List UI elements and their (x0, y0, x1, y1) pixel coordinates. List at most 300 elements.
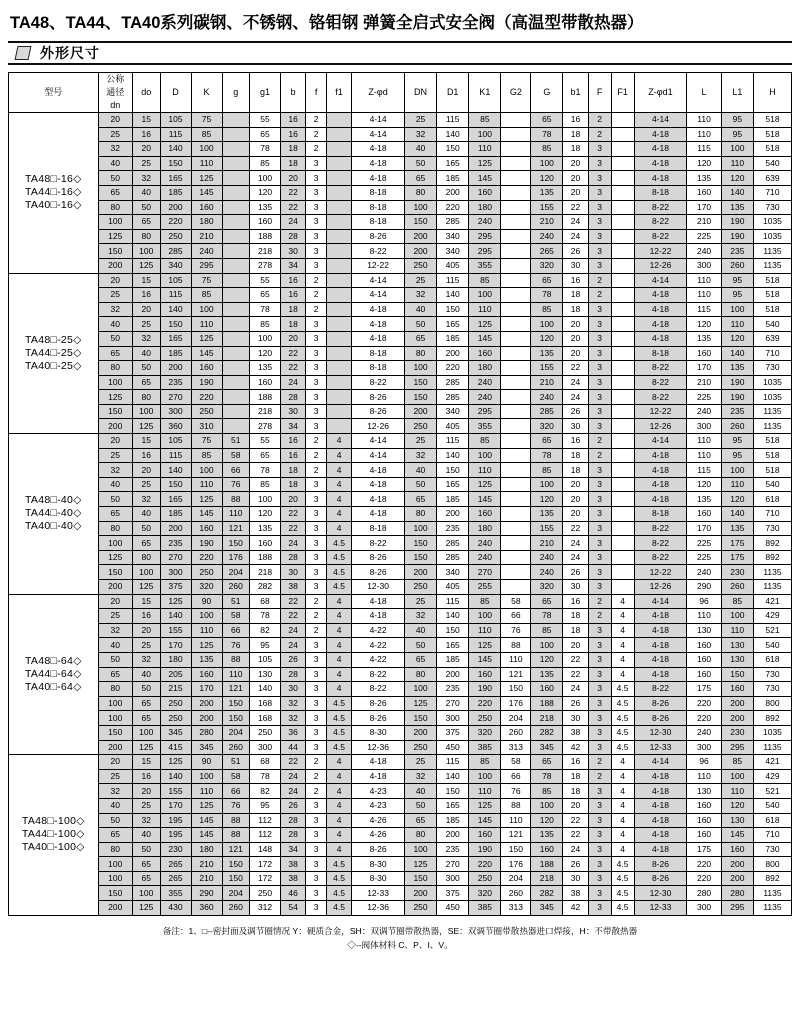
table-cell: 78 (250, 302, 281, 317)
table-cell: 24 (563, 375, 588, 390)
table-cell: 8-26 (634, 696, 687, 711)
table-cell: 3 (306, 725, 327, 740)
table-cell: 892 (753, 536, 791, 551)
table-cell: 1135 (753, 565, 791, 580)
table-cell: 185 (437, 652, 469, 667)
table-cell: 78 (531, 609, 563, 624)
table-cell: 540 (753, 477, 791, 492)
table-cell: 260 (222, 740, 250, 755)
table-cell: 3 (588, 346, 611, 361)
table-cell: 4-18 (634, 288, 687, 303)
table-cell: 78 (531, 288, 563, 303)
table-cell: 65 (404, 331, 436, 346)
table-cell: 2 (588, 273, 611, 288)
table-cell: 20 (132, 463, 160, 478)
table-cell: 42 (563, 740, 588, 755)
table-cell: 135 (250, 200, 281, 215)
table-cell: 340 (437, 244, 469, 259)
table-cell: 3 (588, 813, 611, 828)
table-cell: 58 (222, 609, 250, 624)
table-cell: 34 (281, 258, 306, 273)
table-cell (501, 375, 531, 390)
table-cell (326, 404, 351, 419)
table-cell: 25 (132, 477, 160, 492)
table-cell: 204 (501, 711, 531, 726)
table-cell: 4 (611, 667, 634, 682)
table-cell: 150 (404, 711, 436, 726)
table-cell: 40 (132, 507, 160, 522)
table-cell (326, 244, 351, 259)
table-cell: 80 (98, 200, 132, 215)
table-row (9, 828, 792, 843)
table-cell: 120 (531, 813, 563, 828)
table-cell: 55 (250, 434, 281, 449)
table-cell (611, 448, 634, 463)
table-cell: 125 (469, 317, 501, 332)
table-cell: 115 (160, 288, 191, 303)
table-cell (222, 288, 250, 303)
table-cell: 4-14 (352, 273, 405, 288)
table-cell (501, 156, 531, 171)
table-cell: 110 (191, 477, 222, 492)
table-cell: 285 (531, 404, 563, 419)
table-cell (326, 113, 351, 128)
table-cell: 4-14 (634, 755, 687, 770)
table-cell (501, 142, 531, 157)
table-cell: 8-22 (352, 667, 405, 682)
table-cell: 170 (160, 638, 191, 653)
table-cell: 100 (531, 638, 563, 653)
table-cell (611, 346, 634, 361)
table-cell: 95 (721, 434, 753, 449)
table-cell: 4-18 (634, 302, 687, 317)
table-cell: 360 (191, 901, 222, 916)
table-cell: 200 (98, 258, 132, 273)
table-cell: 730 (753, 842, 791, 857)
table-cell: 24 (563, 550, 588, 565)
table-cell: 66 (222, 784, 250, 799)
col-header-b: b (281, 73, 306, 113)
table-cell: 240 (687, 404, 721, 419)
table-cell: 2 (306, 623, 327, 638)
table-cell: 24 (281, 623, 306, 638)
table-cell: 204 (222, 565, 250, 580)
table-cell: 240 (531, 550, 563, 565)
table-cell: 4 (611, 755, 634, 770)
table-cell: 160 (469, 667, 501, 682)
table-cell: 135 (191, 652, 222, 667)
table-cell: 8-22 (634, 200, 687, 215)
table-cell: 40 (132, 185, 160, 200)
table-cell: 3 (588, 390, 611, 405)
table-cell: 22 (563, 200, 588, 215)
table-cell: 270 (437, 857, 469, 872)
table-cell: 190 (721, 390, 753, 405)
table-cell: 18 (281, 142, 306, 157)
table-cell: 135 (721, 521, 753, 536)
table-cell: 80 (132, 229, 160, 244)
table-cell (501, 185, 531, 200)
table-cell: 25 (132, 317, 160, 332)
table-cell: 265 (160, 857, 191, 872)
table-cell: 4-18 (634, 842, 687, 857)
table-cell: 450 (437, 901, 469, 916)
table-cell: 145 (191, 346, 222, 361)
table-cell: 4-18 (634, 667, 687, 682)
table-cell: 12-22 (634, 404, 687, 419)
table-cell: 16 (563, 113, 588, 128)
table-cell: 155 (531, 361, 563, 376)
table-cell: 100 (191, 609, 222, 624)
table-cell: 12-33 (634, 901, 687, 916)
table-cell: 190 (469, 682, 501, 697)
table-cell: 95 (721, 113, 753, 128)
table-cell: 140 (437, 448, 469, 463)
table-cell: 190 (721, 215, 753, 230)
table-cell: 120 (721, 492, 753, 507)
table-cell: 240 (687, 725, 721, 740)
table-row (9, 215, 792, 230)
table-cell: 3 (588, 229, 611, 244)
table-cell: 85 (250, 156, 281, 171)
table-cell: 140 (437, 288, 469, 303)
table-cell: 1135 (753, 419, 791, 434)
table-cell: 15 (132, 755, 160, 770)
table-cell: 150 (98, 244, 132, 259)
table-cell: 280 (191, 725, 222, 740)
table-cell: 3 (588, 696, 611, 711)
table-cell: 80 (132, 390, 160, 405)
table-cell: 20 (132, 142, 160, 157)
table-cell (222, 390, 250, 405)
table-cell: 25 (98, 288, 132, 303)
table-cell: 8-22 (634, 536, 687, 551)
table-cell: 25 (98, 769, 132, 784)
table-cell: 3 (588, 784, 611, 799)
table-cell: 58 (222, 448, 250, 463)
table-cell: 4-14 (352, 434, 405, 449)
table-cell (611, 492, 634, 507)
footnote-line-1: 备注：1、□--密封面及调节圈情况 Y：硬质合金，SH：双调节圈带散热器，SE：双调节圈带散热器进口焊接，H：不带散热器 (162, 925, 638, 936)
table-cell: 20 (98, 113, 132, 128)
table-cell: 385 (469, 740, 501, 755)
model-group-cell (9, 113, 99, 274)
table-cell (501, 331, 531, 346)
table-cell: 20 (563, 492, 588, 507)
table-cell: 4 (611, 594, 634, 609)
col-header-f: f (306, 73, 327, 113)
table-cell: 3 (306, 331, 327, 346)
table-cell: 66 (222, 463, 250, 478)
table-cell: 54 (281, 901, 306, 916)
table-cell: 250 (404, 740, 436, 755)
table-cell: 518 (753, 288, 791, 303)
table-cell: 4 (326, 682, 351, 697)
table-cell: 3 (306, 185, 327, 200)
table-cell: 4.5 (611, 682, 634, 697)
table-cell: 150 (98, 886, 132, 901)
table-cell: 405 (437, 258, 469, 273)
table-cell: 110 (721, 317, 753, 332)
table-cell: 30 (563, 419, 588, 434)
table-cell: 4 (326, 594, 351, 609)
table-cell: 15 (132, 594, 160, 609)
table-cell (611, 434, 634, 449)
table-cell: 20 (563, 171, 588, 186)
table-cell: 4 (326, 652, 351, 667)
table-cell: 90 (191, 755, 222, 770)
table-cell: 26 (281, 798, 306, 813)
table-cell (611, 200, 634, 215)
table-cell (611, 375, 634, 390)
table-cell: 250 (469, 711, 501, 726)
table-cell: 3 (588, 871, 611, 886)
table-cell: 18 (563, 463, 588, 478)
table-cell (501, 448, 531, 463)
col-header-F: F (588, 73, 611, 113)
table-cell: 190 (469, 842, 501, 857)
table-cell: 78 (250, 142, 281, 157)
col-header-L: L (687, 73, 721, 113)
table-cell: 225 (687, 550, 721, 565)
table-cell: 540 (753, 798, 791, 813)
table-cell: 285 (437, 215, 469, 230)
table-row (9, 273, 792, 288)
table-cell: 24 (281, 215, 306, 230)
table-cell (222, 142, 250, 157)
table-cell: 65 (531, 113, 563, 128)
table-cell: 2 (306, 463, 327, 478)
table-cell: 100 (250, 492, 281, 507)
table-cell: 85 (469, 755, 501, 770)
table-cell (222, 273, 250, 288)
table-cell: 421 (753, 594, 791, 609)
table-cell: 300 (687, 901, 721, 916)
table-cell: 65 (404, 492, 436, 507)
table-cell: 313 (501, 901, 531, 916)
table-cell: 22 (563, 361, 588, 376)
table-cell: 180 (191, 215, 222, 230)
table-cell: 16 (563, 434, 588, 449)
table-cell: 130 (721, 638, 753, 653)
table-cell: 34 (281, 842, 306, 857)
table-cell (222, 229, 250, 244)
table-cell: 150 (404, 215, 436, 230)
table-cell: 135 (721, 361, 753, 376)
table-cell: 200 (404, 886, 436, 901)
table-cell: 32 (404, 609, 436, 624)
table-cell: 32 (98, 623, 132, 638)
table-cell: 250 (160, 696, 191, 711)
table-cell: 3 (306, 229, 327, 244)
table-cell: 270 (160, 390, 191, 405)
table-cell: 4 (326, 609, 351, 624)
table-cell: 40 (98, 477, 132, 492)
table-cell: 16 (281, 434, 306, 449)
table-cell: 250 (191, 404, 222, 419)
table-cell (611, 171, 634, 186)
table-cell: 265 (531, 244, 563, 259)
table-cell: 32 (132, 652, 160, 667)
model-label: TA48□-40◇ (24, 494, 82, 507)
table-cell: 150 (501, 842, 531, 857)
table-cell: 42 (563, 901, 588, 916)
table-cell: 135 (687, 492, 721, 507)
table-cell: 120 (250, 507, 281, 522)
table-cell: 3 (588, 375, 611, 390)
table-cell: 180 (191, 842, 222, 857)
table-cell: 65 (404, 171, 436, 186)
table-row (9, 200, 792, 215)
table-cell: 65 (250, 448, 281, 463)
table-cell: 150 (437, 463, 469, 478)
table-cell: 4-18 (352, 463, 405, 478)
table-cell (611, 229, 634, 244)
table-cell: 3 (588, 302, 611, 317)
table-cell: 4.5 (611, 725, 634, 740)
table-cell: 2 (588, 609, 611, 624)
table-cell: 3 (306, 682, 327, 697)
table-cell: 96 (687, 755, 721, 770)
table-cell: 618 (753, 813, 791, 828)
table-row (9, 652, 792, 667)
table-cell: 24 (563, 842, 588, 857)
table-cell: 230 (721, 725, 753, 740)
table-cell: 4-14 (352, 113, 405, 128)
table-cell: 100 (98, 536, 132, 551)
model-label: TA48□-100◇ (21, 815, 85, 828)
table-cell: 429 (753, 609, 791, 624)
table-cell: 3 (306, 419, 327, 434)
table-cell: 340 (437, 565, 469, 580)
table-cell (611, 463, 634, 478)
table-cell: 50 (98, 492, 132, 507)
table-cell: 150 (98, 725, 132, 740)
table-cell: 135 (531, 828, 563, 843)
table-cell: 110 (191, 623, 222, 638)
table-cell: 8-22 (634, 375, 687, 390)
table-cell: 110 (687, 434, 721, 449)
table-cell: 2 (306, 769, 327, 784)
table-row (9, 288, 792, 303)
table-cell: 16 (281, 113, 306, 128)
table-cell: 3 (306, 361, 327, 376)
table-row (9, 769, 792, 784)
table-cell: 22 (281, 200, 306, 215)
table-cell: 8-18 (352, 346, 405, 361)
table-cell: 4 (326, 434, 351, 449)
table-cell: 110 (721, 156, 753, 171)
table-cell: 40 (404, 784, 436, 799)
table-cell: 100 (98, 871, 132, 886)
table-cell: 220 (469, 857, 501, 872)
table-cell: 100 (531, 798, 563, 813)
table-cell: 18 (563, 448, 588, 463)
table-cell: 65 (132, 696, 160, 711)
table-cell: 172 (250, 857, 281, 872)
table-cell: 51 (222, 434, 250, 449)
table-cell: 150 (437, 623, 469, 638)
table-cell: 200 (437, 828, 469, 843)
table-cell: 260 (222, 901, 250, 916)
table-cell: 730 (753, 667, 791, 682)
table-cell: 85 (531, 784, 563, 799)
table-cell: 32 (404, 127, 436, 142)
table-cell: 240 (531, 390, 563, 405)
table-cell: 235 (437, 682, 469, 697)
table-cell (611, 215, 634, 230)
table-cell: 25 (404, 755, 436, 770)
table-cell: 260 (501, 886, 531, 901)
table-row (9, 667, 792, 682)
table-cell: 200 (437, 667, 469, 682)
table-cell: 100 (531, 317, 563, 332)
table-cell: 12-26 (634, 419, 687, 434)
table-cell: 125 (98, 390, 132, 405)
table-cell: 345 (531, 740, 563, 755)
table-cell: 540 (753, 156, 791, 171)
table-cell: 85 (469, 594, 501, 609)
table-cell: 125 (191, 798, 222, 813)
table-cell: 165 (437, 156, 469, 171)
table-cell: 1135 (753, 740, 791, 755)
table-cell: 145 (469, 652, 501, 667)
table-cell: 220 (160, 215, 191, 230)
table-cell: 730 (753, 200, 791, 215)
table-cell: 140 (721, 346, 753, 361)
table-row (9, 594, 792, 609)
table-cell: 4-18 (634, 652, 687, 667)
table-cell: 170 (687, 521, 721, 536)
table-cell: 230 (721, 565, 753, 580)
table-cell: 355 (469, 419, 501, 434)
table-row (9, 390, 792, 405)
table-cell: 65 (250, 127, 281, 142)
table-cell: 3 (588, 156, 611, 171)
table-row (9, 711, 792, 726)
table-row (9, 507, 792, 522)
table-cell (501, 550, 531, 565)
table-cell: 360 (160, 419, 191, 434)
table-cell: 32 (281, 696, 306, 711)
table-cell: 125 (404, 696, 436, 711)
table-cell: 130 (687, 784, 721, 799)
table-cell: 240 (469, 215, 501, 230)
table-cell: 65 (98, 507, 132, 522)
table-cell: 30 (563, 258, 588, 273)
table-cell: 85 (469, 434, 501, 449)
table-cell: 20 (98, 594, 132, 609)
table-cell: 240 (687, 244, 721, 259)
table-cell: 78 (531, 127, 563, 142)
table-cell (611, 419, 634, 434)
table-cell: 892 (753, 871, 791, 886)
table-cell: 4-18 (634, 463, 687, 478)
table-cell: 135 (687, 171, 721, 186)
table-cell: 160 (687, 798, 721, 813)
table-cell: 50 (404, 156, 436, 171)
table-cell: 20 (563, 638, 588, 653)
table-cell: 125 (98, 229, 132, 244)
table-cell: 4-18 (352, 769, 405, 784)
table-cell: 110 (687, 273, 721, 288)
table-cell: 95 (721, 127, 753, 142)
table-cell (611, 317, 634, 332)
table-cell (501, 215, 531, 230)
page-title: TA48、TA44、TA40系列碳钢、不锈钢、铬钼钢 弹簧全启式安全阀（高温型带散热器） (10, 14, 644, 32)
table-cell: 3 (588, 142, 611, 157)
table-cell: 18 (563, 302, 588, 317)
